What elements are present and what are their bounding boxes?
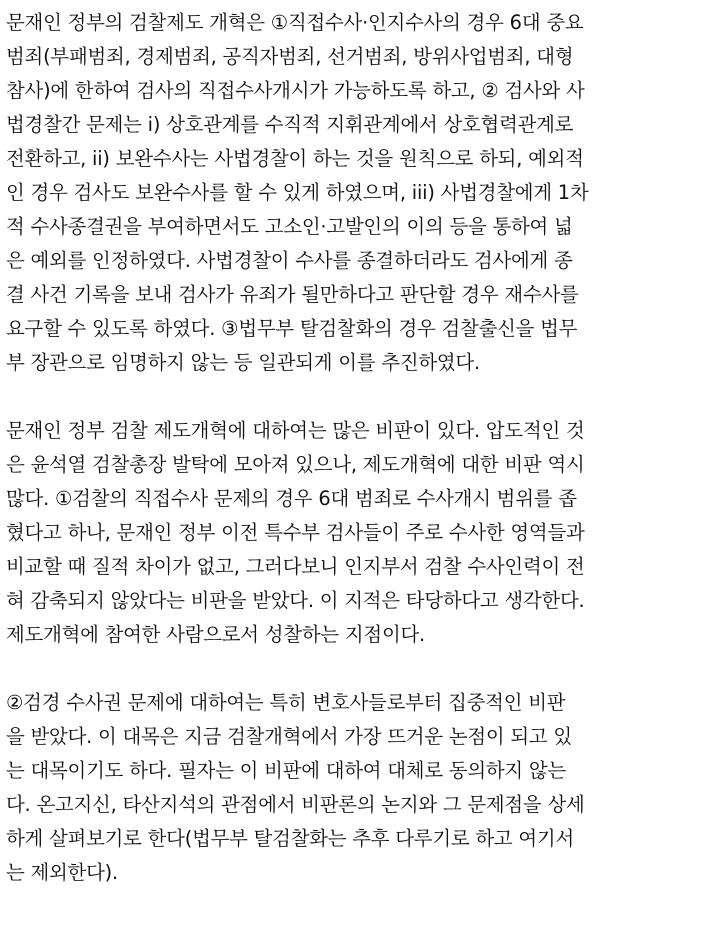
text-line: 범죄(부패범죄, 경제범죄, 공직자범죄, 선거범죄, 방위사업범죄, 대형 bbox=[6, 45, 574, 68]
text-line: 혔다고 하나, 문재인 정부 이전 특수부 검사들이 주로 수사한 영역들과 bbox=[6, 521, 585, 544]
text-line: 전환하고, ii) 보완수사는 사법경찰이 하는 것을 원칙으로 하되, 예외적 bbox=[6, 147, 584, 170]
text-line: 많다. ①검찰의 직접수사 문제의 경우 6대 범죄로 수사개시 범위를 좁 bbox=[6, 487, 577, 510]
text-line: 제도개혁에 참여한 사람으로서 성찰하는 지점이다. bbox=[6, 623, 425, 646]
paragraph-1 bbox=[6, 6, 705, 380]
text-line: ②검경 수사권 문제에 대하여는 특히 변호사들로부터 집중적인 비판 bbox=[6, 691, 566, 714]
text-line: 을 받았다. 이 대목은 지금 검찰개혁에서 가장 뜨거운 논점이 되고 있 bbox=[6, 725, 572, 748]
paragraph-3 bbox=[6, 686, 705, 890]
text-line: 참사)에 한하여 검사의 직접수사개시가 가능하도록 하고, ② 검사와 사 bbox=[6, 79, 585, 102]
text-line: 하게 살펴보기로 한다(법무부 탈검찰화는 추후 다루기로 하고 여기서 bbox=[6, 827, 574, 850]
text-line: 인 경우 검사도 보완수사를 할 수 있게 하였으며, iii) 사법경찰에게 1차 bbox=[6, 181, 589, 204]
text-line: 다. 온고지신, 타산지석의 관점에서 비판론의 논지와 그 문제점을 상세 bbox=[6, 793, 585, 816]
text-line: 는 제외한다). bbox=[6, 861, 118, 884]
text-line: 은 윤석열 검찰총장 발탁에 모아져 있으나, 제도개혁에 대한 비판 역시 bbox=[6, 453, 585, 476]
paragraph-2 bbox=[6, 414, 705, 652]
text-line: 요구할 수 있도록 하였다. ③법무부 탈검찰화의 경우 검찰출신을 법무 bbox=[6, 317, 578, 340]
text-line: 은 예외를 인정하였다. 사법경찰이 수사를 종결하더라도 검사에게 종 bbox=[6, 249, 573, 272]
text-line: 법경찰간 문제는 i) 상호관계를 수직적 지휘관계에서 상호협력관계로 bbox=[6, 113, 574, 136]
text-line: 는 대목이기도 하다. 필자는 이 비판에 대하여 대체로 동의하지 않는 bbox=[6, 759, 566, 782]
text-line: 비교할 때 질적 차이가 없고, 그러다보니 인지부서 검찰 수사인력이 전 bbox=[6, 555, 585, 578]
text-line: 혀 감축되지 않았다는 비판을 받았다. 이 지적은 타당하다고 생각한다. bbox=[6, 589, 585, 612]
text-line: 부 장관으로 임명하지 않는 등 일관되게 이를 추진하였다. bbox=[6, 351, 480, 374]
text-line: 적 수사종결권을 부여하면서도 고소인·고발인의 이의 등을 통하여 넓 bbox=[6, 215, 573, 238]
text-line: 문재인 정부의 검찰제도 개혁은 ①직접수사·인지수사의 경우 6대 중요 bbox=[6, 11, 584, 34]
text-line: 결 사건 기록을 보내 검사가 유죄가 될만하다고 판단할 경우 재수사를 bbox=[6, 283, 579, 306]
text-line: 문재인 정부 검찰 제도개혁에 대하여는 많은 비판이 있다. 압도적인 것 bbox=[6, 419, 585, 442]
